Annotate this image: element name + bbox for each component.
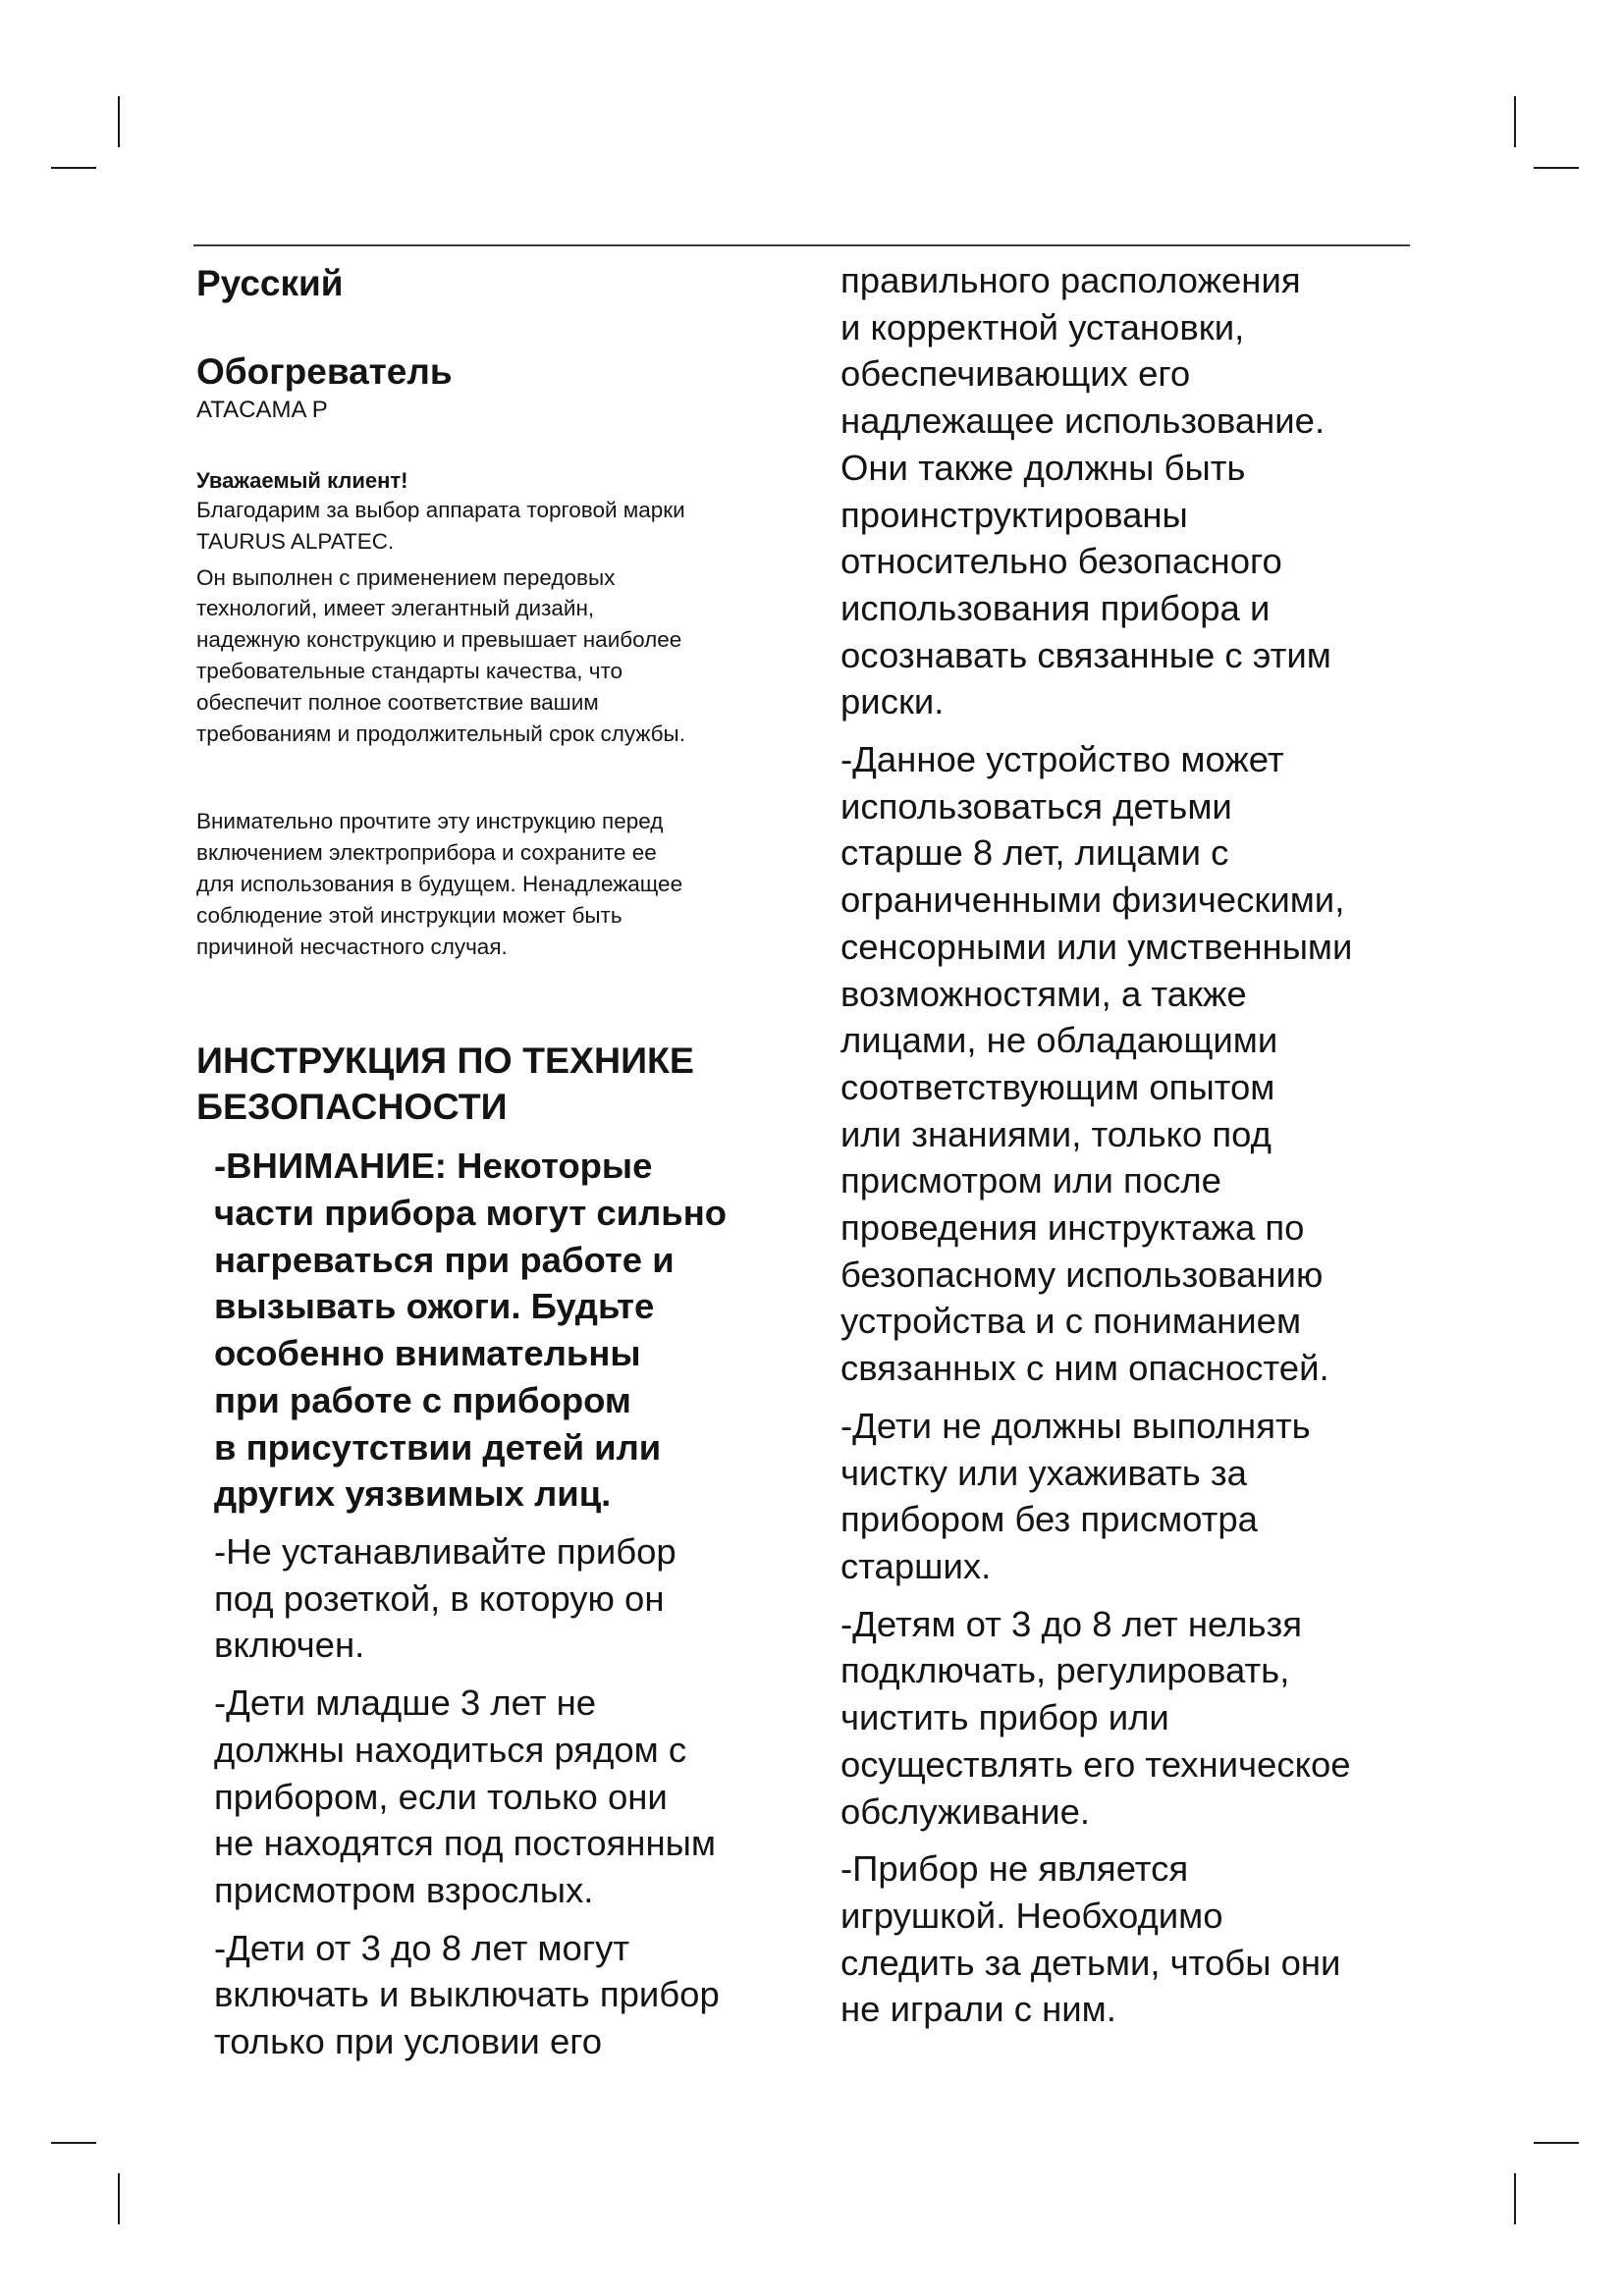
- crop-mark-bottom-left-vertical: [118, 2173, 120, 2224]
- safety-item-3-to-8-maintenance: -Детям от 3 до 8 лет нельзя подключать, регулировать, чистить прибор или осуществлять его техническое обслуживание.: [840, 1603, 1351, 1832]
- left-column: [196, 257, 805, 2065]
- safety-item-over-8: -Данное устройство может использоваться детьми старше 8 лет, лицами с ограниченными физическими, сенсорными или умственными возможностями, а также лицами, не обладающими соответствующим опытом или знаниями, только под присмотром или после проведения инструктажа по безопасному использованию устройства и с пониманием связанных с ним опасностей.: [840, 739, 1353, 1389]
- crop-mark-bottom-right-vertical: [1514, 2173, 1516, 2224]
- safety-warning: -ВНИМАНИЕ: Некоторые части прибора могут сильно нагреваться при работе и вызывать ожоги. Будьте особенно внимательны при работе с прибором в присутствии детей или других уязвимых лиц.: [214, 1146, 728, 1515]
- read-carefully-text: Внимательно прочтите эту инструкцию перед включением электроприбора и сохраните ее для использования в будущем. Ненадлежащее соблюдение этой инструкции может быть причиной несчастного случая.: [196, 809, 683, 959]
- safety-item-3-to-8: -Дети от 3 до 8 лет могут включать и выключать прибор только при условии его: [214, 1927, 720, 2062]
- header-rule: [193, 244, 1410, 246]
- crop-mark-bottom-left-horizontal: [51, 2142, 96, 2144]
- crop-mark-top-right-vertical: [1514, 96, 1516, 147]
- description-text: Он выполнен с применением передовых технологий, имеет элегантный дизайн, надежную конструкцию и превышает наиболее требовательные стандарты качества, что обеспечит полное соответствие вашим требованиям и продолжительный срок службы.: [196, 564, 685, 746]
- safety-item-under-3: -Дети младше 3 лет не должны находиться рядом с прибором, если только они не находятся под постоянным присмотром взрослых.: [214, 1682, 716, 1910]
- greeting: Уважаемый клиент!: [196, 468, 408, 493]
- crop-mark-bottom-right-horizontal: [1534, 2142, 1579, 2144]
- crop-mark-top-left-horizontal: [51, 167, 96, 169]
- language-label: Русский: [196, 263, 344, 303]
- model-name: ATACAMA P: [196, 397, 328, 423]
- thanks-text: Благодарим за выбор аппарата торговой марки TAURUS ALPATEC.: [196, 498, 685, 554]
- safety-item-cleaning: -Дети не должны выполнять чистку или ухаживать за прибором без присмотра старших.: [840, 1405, 1311, 1586]
- safety-item-socket: -Не устанавливайте прибор под розеткой, в которую он включен.: [214, 1530, 677, 1666]
- safety-item-toy: -Прибор не является игрушкой. Необходимо следить за детьми, чтобы они не играли с ним.: [840, 1848, 1341, 2030]
- product-title: Обогреватель: [196, 351, 453, 392]
- right-column: [840, 257, 1420, 2033]
- crop-mark-top-left-vertical: [118, 96, 120, 147]
- crop-mark-top-right-horizontal: [1534, 167, 1579, 169]
- safety-heading: ИНСТРУКЦИЯ ПО ТЕХНИКЕ БЕЗОПАСНОСТИ: [196, 1040, 694, 1128]
- safety-item-3-to-8-continued: правильного расположения и корректной установки, обеспечивающих его надлежащее использование. Они также должны быть проинструктированы относительно безопасного использования прибора и осознавать связанные с этим риски.: [840, 260, 1331, 722]
